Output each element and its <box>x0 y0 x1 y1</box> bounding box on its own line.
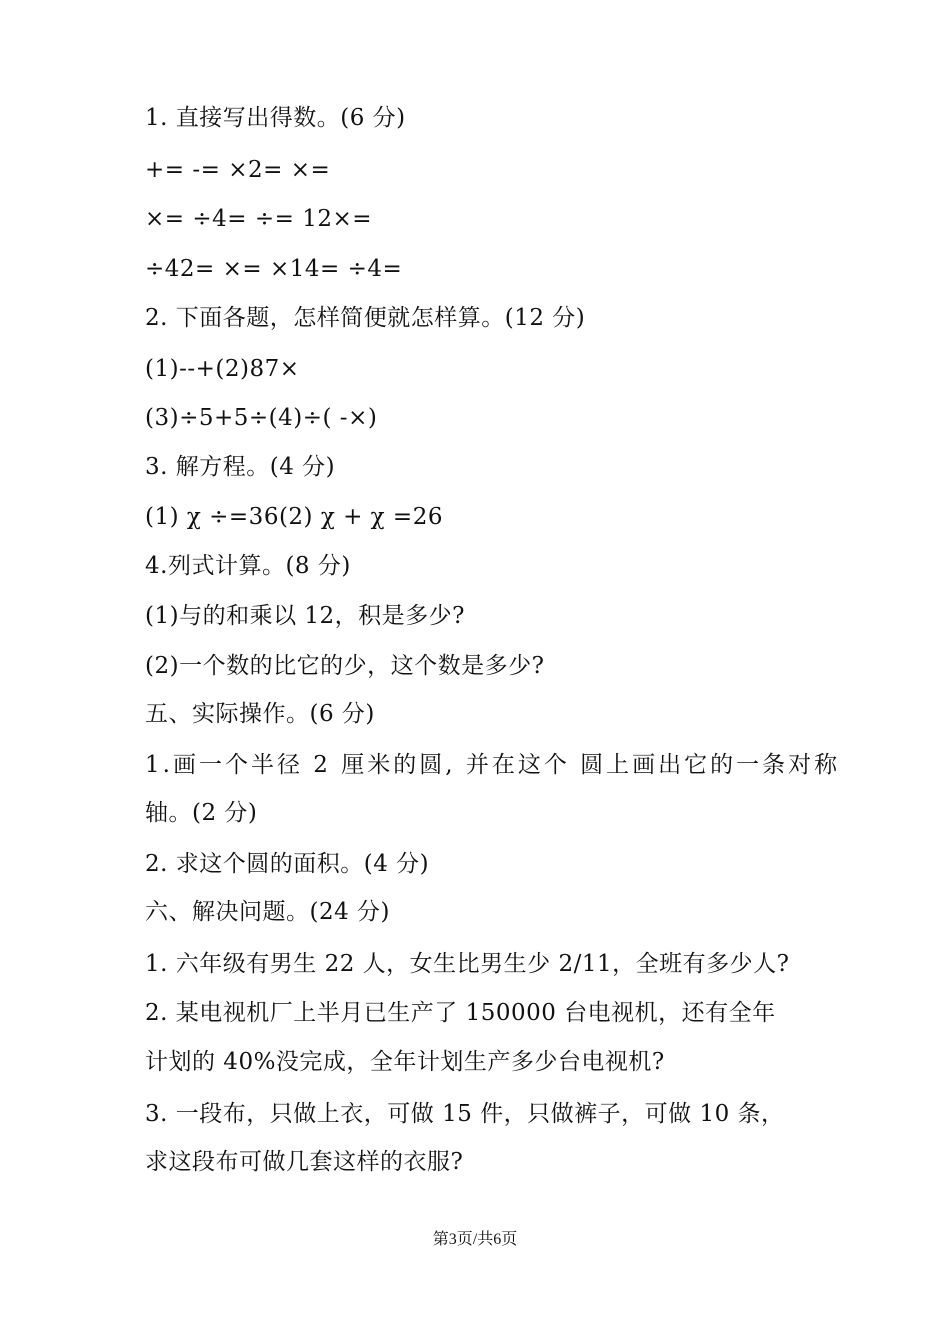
question-line: (1)--+(2)87× <box>145 356 300 382</box>
section-2-heading: 2. 下面各题，怎样简便就怎样算。(12 分) <box>145 305 586 331</box>
part-6-heading: 六、解决问题。(24 分) <box>145 899 391 925</box>
question-line: 3. 一段布，只做上衣，可做 15 件，只做裤子，可做 10 条， <box>145 1101 785 1127</box>
question-line: (1)与的和乘以 12，积是多少? <box>145 603 465 629</box>
question-line: 1. 六年级有男生 22 人，女生比男生少 2/11，全班有多少人? <box>145 951 790 977</box>
question-line: (3)÷5+5÷(4)÷( -×) <box>145 405 378 431</box>
question-line: ÷42= ×= ×14= ÷4= <box>145 256 403 282</box>
question-line: += -= ×2= ×= <box>145 157 331 183</box>
question-line: 计划的 40%没完成，全年计划生产多少台电视机? <box>145 1049 665 1075</box>
page-footer: 第3页/共6页 <box>432 1231 518 1248</box>
question-line: (2)一个数的比它的少，这个数是多少? <box>145 653 545 679</box>
question-line: ×= ÷4= ÷= 12×= <box>145 206 373 232</box>
question-line: 2. 求这个圆的面积。(4 分) <box>145 851 430 877</box>
section-3-heading: 3. 解方程。(4 分) <box>145 454 336 480</box>
question-line: 2. 某电视机厂上半月已生产了 150000 台电视机，还有全年 <box>145 1000 776 1026</box>
section-1-heading: 1. 直接写出得数。(6 分) <box>145 105 406 131</box>
question-line: 1.画一个半径 2 厘米的圆, 并在这个 圆上画出它的一条对称 <box>145 752 841 778</box>
section-4-heading: 4.列式计算。(8 分) <box>145 553 351 579</box>
question-line: (1) χ ÷=36(2) χ + χ =26 <box>145 504 443 530</box>
question-line: 轴。(2 分) <box>145 800 258 826</box>
part-5-heading: 五、实际操作。(6 分) <box>145 701 375 727</box>
question-line: 求这段布可做几套这样的衣服? <box>145 1149 464 1175</box>
